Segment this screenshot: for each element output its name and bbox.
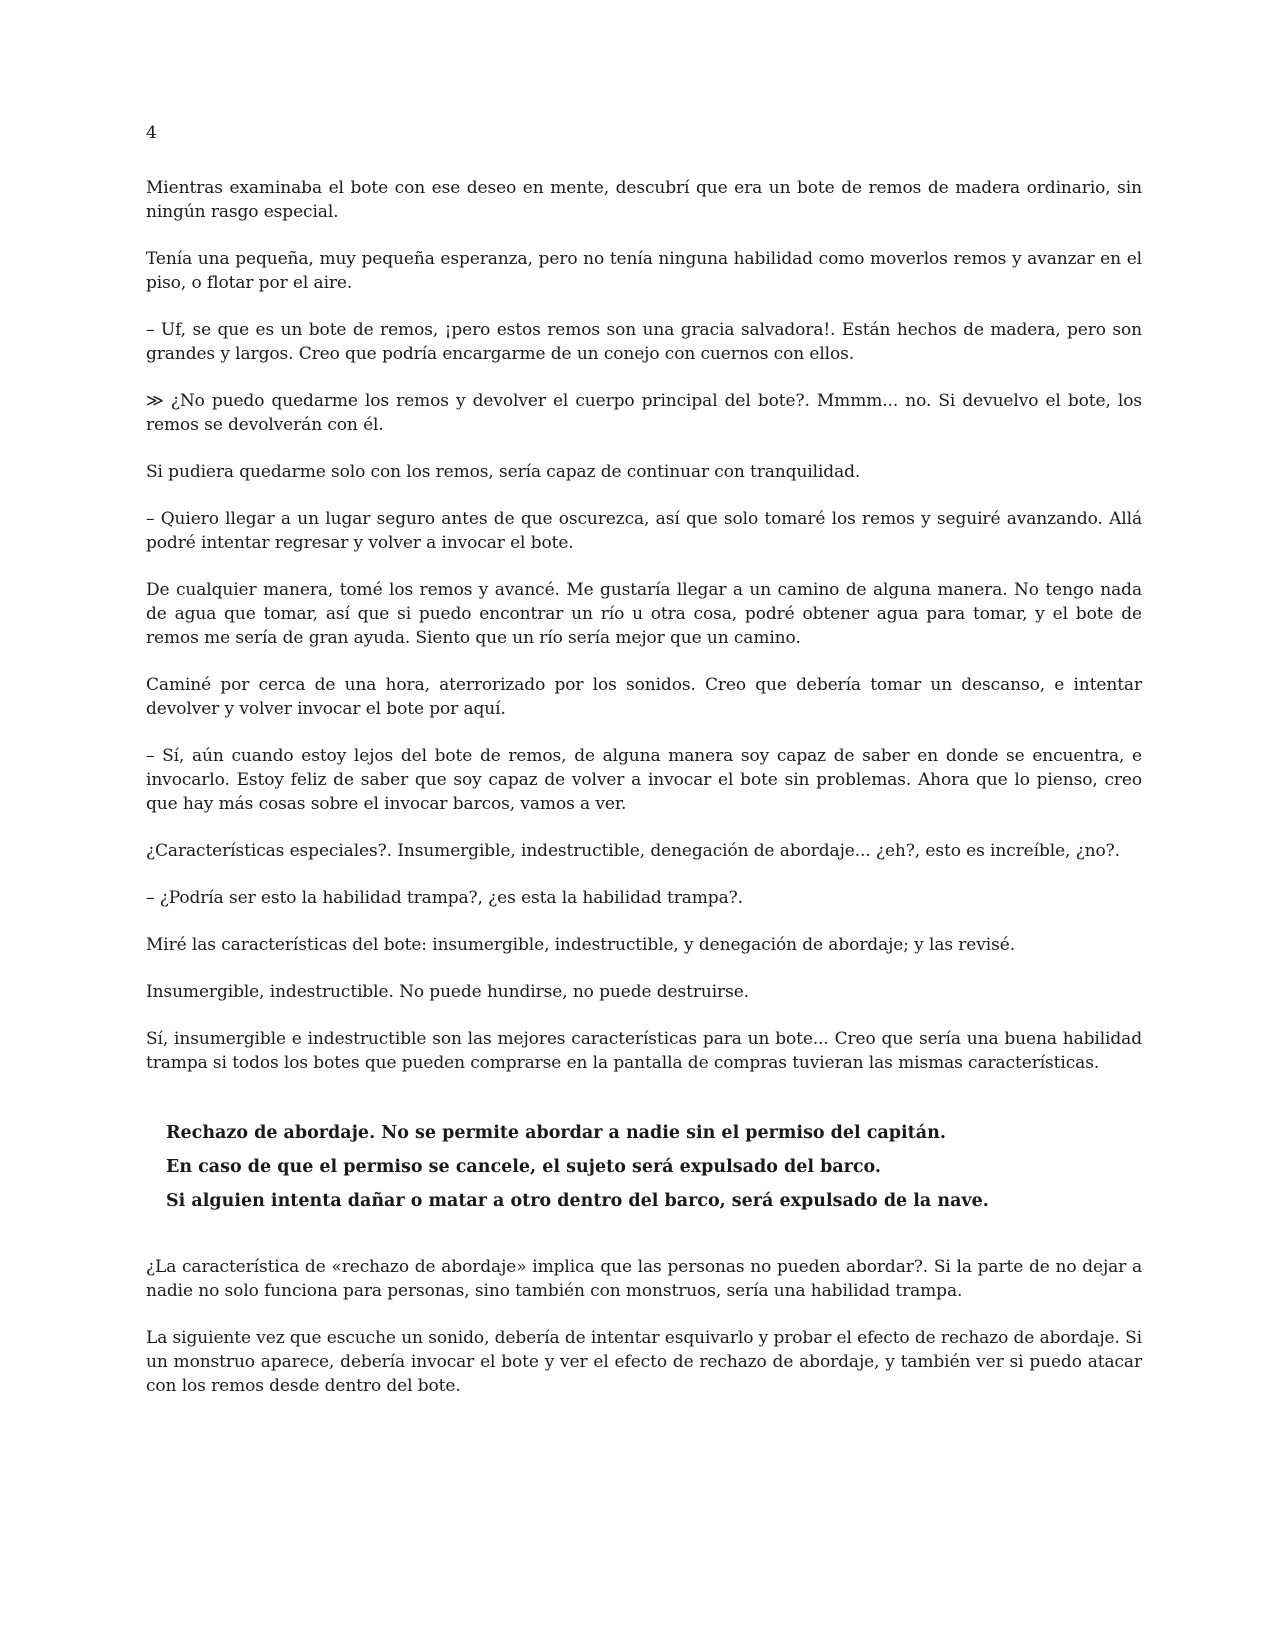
paragraph: Mientras examinaba el bote con ese deseo en mente, descubrí que era un bote de remos de madera ordinario, sin ningún rasgo especial. — [146, 178, 1142, 222]
paragraph: Sí, insumergible e indestructible son las mejores características para un bote... Creo que sería una buena habilidad trampa si todos los botes que pueden comprarse en la pantalla de compras tuvieran las mismas características. — [146, 1029, 1142, 1073]
paragraph: La siguiente vez que escuche un sonido, debería de intentar esquivarlo y probar el efecto de rechazo de abordaje. Si un monstruo aparece, debería invocar el bote y ver el efecto de rechazo de abordaje, y también ver si puedo atacar con los remos desde dentro del bote. — [146, 1328, 1142, 1396]
paragraph: Caminé por cerca de una hora, aterrorizado por los sonidos. Creo que debería tomar un descanso, e intentar devolver y volver invocar el bote por aquí. — [146, 675, 1142, 719]
paragraph: ¿Características especiales?. Insumergible, indestructible, denegación de abordaje... ¿eh?, esto es increíble, ¿no?. — [146, 841, 1120, 861]
paragraph: – ¿Podría ser esto la habilidad trampa?, ¿es esta la habilidad trampa?. — [146, 888, 743, 908]
quote-line: Rechazo de abordaje. No se permite abordar a nadie sin el permiso del capitán. — [166, 1123, 946, 1143]
paragraph: Miré las características del bote: insumergible, indestructible, y denegación de abordaje; y las revisé. — [146, 935, 1015, 955]
quote-line: Si alguien intenta dañar o matar a otro dentro del barco, será expulsado de la nave. — [166, 1191, 989, 1211]
paragraph: ≫ ¿No puedo quedarme los remos y devolver el cuerpo principal del bote?. Mmmm... no. Si devuelvo el bote, los remos se devolverán con él. — [146, 391, 1142, 435]
quote-line: En caso de que el permiso se cancele, el sujeto será expulsado del barco. — [166, 1157, 882, 1177]
paragraph: – Sí, aún cuando estoy lejos del bote de remos, de alguna manera soy capaz de saber en donde se encuentra, e invocarlo. Estoy feliz de saber que soy capaz de volver a invocar el bote sin problemas. Ahora que lo pienso, creo que hay más cosas sobre el invocar barcos, vamos a ver. — [146, 746, 1142, 814]
paragraph: Tenía una pequeña, muy pequeña esperanza, pero no tenía ninguna habilidad como moverlos remos y avanzar en el piso, o flotar por el aire. — [146, 249, 1142, 293]
paragraph: ¿La característica de «rechazo de abordaje» implica que las personas no pueden abordar?. Si la parte de no dejar a nadie no solo funciona para personas, sino también con monstruos, sería una habilidad trampa. — [146, 1257, 1142, 1301]
paragraph: Insumergible, indestructible. No puede hundirse, no puede destruirse. — [146, 982, 749, 1002]
body-text — [146, 176, 1142, 1421]
boarding-rejection-quote — [166, 1121, 1142, 1213]
paragraph: – Uf, se que es un bote de remos, ¡pero estos remos son una gracia salvadora!. Están hechos de madera, pero son grandes y largos. Creo que podría encargarme de un conejo con cuernos con ellos. — [146, 320, 1142, 364]
paragraph: De cualquier manera, tomé los remos y avancé. Me gustaría llegar a un camino de alguna manera. No tengo nada de agua que tomar, así que si puedo encontrar un río u otra cosa, podré obtener agua para tomar, y el bote de remos me sería de gran ayuda. Siento que un río sería mejor que un camino. — [146, 580, 1142, 648]
paragraph: – Quiero llegar a un lugar seguro antes de que oscurezca, así que solo tomaré los remos y seguiré avanzando. Allá podré intentar regresar y volver a invocar el bote. — [146, 509, 1142, 553]
paragraph: Si pudiera quedarme solo con los remos, sería capaz de continuar con tranquilidad. — [146, 462, 861, 482]
page-number: 4 — [146, 123, 157, 143]
